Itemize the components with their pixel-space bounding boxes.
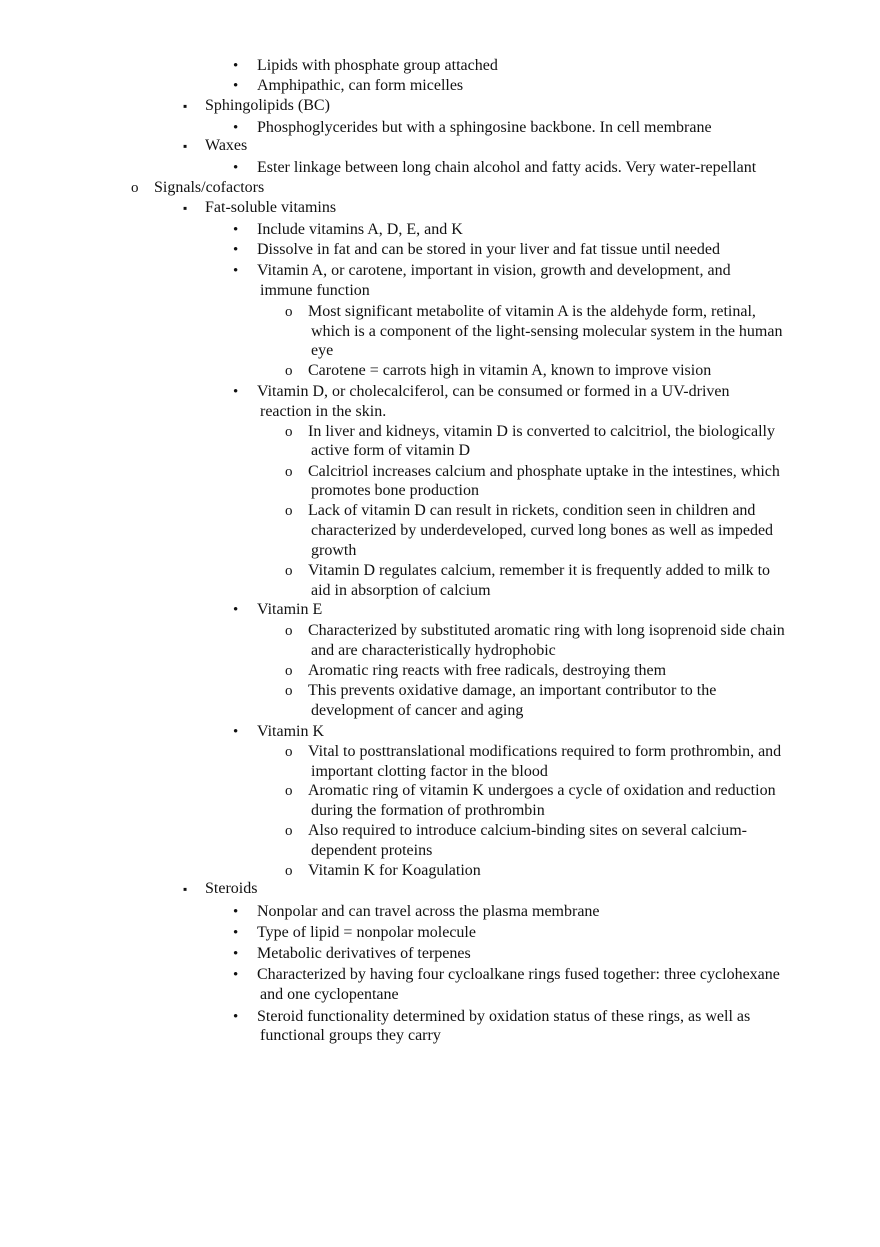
list-item-text: Nonpolar and can travel across the plasma membrane [257,903,600,920]
circle-bullet-icon: o [285,663,293,679]
list-item-continuation: during the formation of prothrombin [311,802,545,819]
list-item-text: Vitamin K for Koagulation [308,862,481,879]
bullet-icon: • [233,120,239,136]
list-item-text: Sphingolipids (BC) [205,97,330,114]
list-item-continuation: eye [311,342,334,359]
list-item-text: In liver and kidneys, vitamin D is converted to calcitriol, the biologically [308,423,775,440]
list-item-continuation: active form of vitamin D [311,442,471,459]
list-item-text: Also required to introduce calcium-binding sites on several calcium- [308,822,747,839]
bullet-icon: • [233,602,239,618]
list-item-continuation: which is a component of the light-sensing molecular system in the human [311,323,783,340]
circle-bullet-icon: o [285,744,293,760]
list-item-text: Characterized by having four cycloalkane rings fused together: three cyclohexane [257,966,780,983]
bullet-icon: • [233,1009,239,1025]
list-item-continuation: aid in absorption of calcium [311,582,491,599]
list-item-continuation: growth [311,542,357,559]
circle-bullet-icon: o [285,783,293,799]
square-bullet-icon: ▪ [183,99,188,113]
list-item-continuation: reaction in the skin. [260,403,387,420]
list-item-text: Vital to posttranslational modifications required to form prothrombin, and [308,743,782,760]
list-item-text: Vitamin D, or cholecalciferol, can be consumed or formed in a UV-driven [257,383,730,400]
square-bullet-icon: ▪ [183,139,188,153]
circle-bullet-icon: o [285,363,293,379]
circle-bullet-icon: o [285,623,293,639]
list-item-continuation: and one cyclopentane [260,986,399,1003]
list-item-text: Phosphoglycerides but with a sphingosine backbone. In cell membrane [257,119,712,136]
circle-bullet-icon: o [285,503,293,519]
list-item-text: Aromatic ring reacts with free radicals, destroying them [308,662,667,679]
list-item-continuation: and are characteristically hydrophobic [311,642,556,659]
list-item-text: Fat-soluble vitamins [205,199,337,216]
bullet-icon: • [233,242,239,258]
list-item-continuation: important clotting factor in the blood [311,763,548,780]
list-item-text: Characterized by substituted aromatic ring with long isoprenoid side chain [308,622,785,639]
circle-bullet-icon: o [285,464,293,480]
circle-bullet-icon: o [285,563,293,579]
list-item-text: Carotene = carrots high in vitamin A, known to improve vision [308,362,712,379]
list-item-text: Include vitamins A, D, E, and K [257,221,463,238]
list-item-continuation: promotes bone production [311,482,479,499]
list-item-text: Steroids [205,880,258,897]
list-item-text: Signals/cofactors [154,179,265,196]
bullet-icon: • [233,925,239,941]
list-item-text: Vitamin K [257,723,325,740]
bullet-icon: • [233,78,239,94]
list-item-text: Vitamin A, or carotene, important in vision, growth and development, and [257,262,731,279]
circle-bullet-icon: o [285,304,293,320]
circle-bullet-icon: o [285,424,293,440]
bullet-icon: • [233,384,239,400]
list-item-text: Ester linkage between long chain alcohol and fatty acids. Very water-repellant [257,159,757,176]
list-item-text: Vitamin E [257,601,323,618]
list-item-text: Lack of vitamin D can result in rickets, condition seen in children and [308,502,756,519]
list-item-continuation: characterized by underdeveloped, curved long bones as well as impeded [311,522,774,539]
bullet-icon: • [233,946,239,962]
list-item-text: Lipids with phosphate group attached [257,57,498,74]
list-item-text: Calcitriol increases calcium and phosphate uptake in the intestines, which [308,463,780,480]
circle-bullet-icon: o [285,863,293,879]
list-item-continuation: dependent proteins [311,842,433,859]
list-item-text: Metabolic derivatives of terpenes [257,945,471,962]
list-item-text: Most significant metabolite of vitamin A is the aldehyde form, retinal, [308,303,756,320]
bullet-icon: • [233,724,239,740]
list-item-text: Amphipathic, can form micelles [257,77,464,94]
list-item-text: Aromatic ring of vitamin K undergoes a cycle of oxidation and reduction [308,782,776,799]
circle-bullet-icon: o [285,683,293,699]
bullet-icon: • [233,58,239,74]
bullet-icon: • [233,160,239,176]
list-item-continuation: immune function [260,282,370,299]
bullet-icon: • [233,967,239,983]
list-item-text: Type of lipid = nonpolar molecule [257,924,476,941]
list-item-text: Waxes [205,137,248,154]
list-item-text: Vitamin D regulates calcium, remember it is frequently added to milk to [308,562,771,579]
list-item-text: This prevents oxidative damage, an important contributor to the [308,682,717,699]
bullet-icon: • [233,263,239,279]
circle-bullet-icon: o [285,823,293,839]
bullet-icon: • [233,904,239,920]
list-item-text: Dissolve in fat and can be stored in your liver and fat tissue until needed [257,241,720,258]
square-bullet-icon: ▪ [183,201,188,215]
bullet-icon: • [233,222,239,238]
list-item-continuation: functional groups they carry [260,1027,441,1044]
circle-bullet-icon: o [131,180,139,196]
list-item-text: Steroid functionality determined by oxidation status of these rings, as well as [257,1008,751,1025]
list-item-continuation: development of cancer and aging [311,702,524,719]
square-bullet-icon: ▪ [183,882,188,896]
